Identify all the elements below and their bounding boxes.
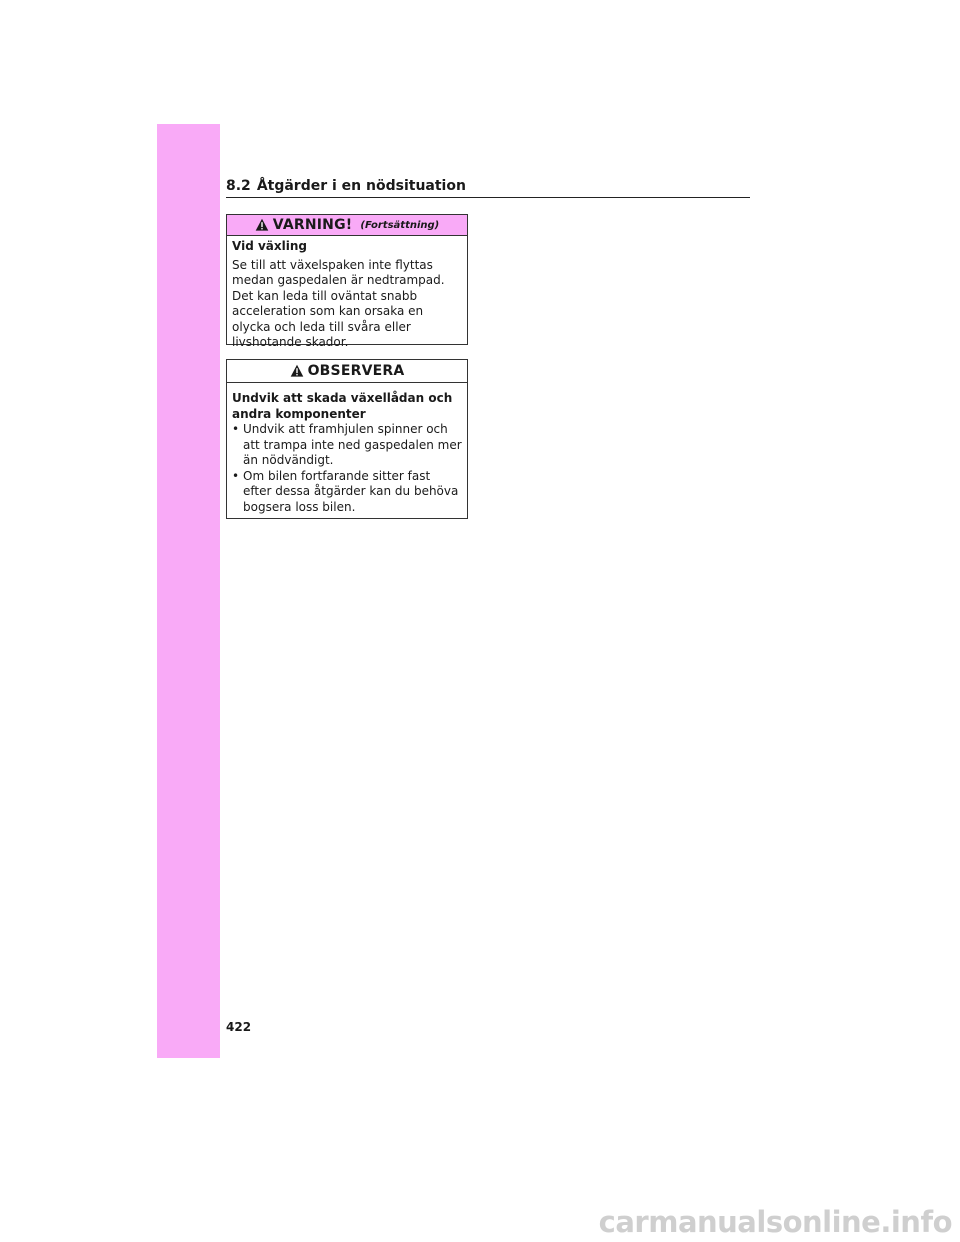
warning-text: Se till att växelspaken inte flyttas medan gaspedalen är nedtrampad. Det kan leda till oväntat snabb acceleration som kan orsaka en olycka och leda till svåra eller livshotande skador.: [232, 257, 445, 349]
notice-bullet-list: [232, 422, 462, 515]
notice-body: [227, 383, 467, 515]
warning-box-header: [227, 215, 467, 236]
warning-title: VARNING!: [272, 217, 353, 233]
notice-box: [226, 359, 468, 519]
warning-body: [227, 236, 467, 351]
watermark: carmanualsonline.info: [598, 1205, 952, 1239]
warning-triangle-icon: [290, 364, 304, 378]
notice-heading: Undvik att skada växellådan och andra komponenter: [232, 391, 453, 421]
page-number: 422: [226, 1020, 252, 1034]
section-header: [226, 178, 750, 198]
list-item: • Undvik att framhjulen spinner och att trampa inte ned gaspedalen mer än nödvändigt.: [232, 422, 462, 469]
warning-triangle-icon: [255, 218, 269, 232]
notice-title: OBSERVERA: [307, 363, 405, 379]
warning-subtitle: (Fortsättning): [360, 219, 440, 231]
section-number: 8.2: [226, 178, 251, 194]
warning-box: [226, 214, 468, 349]
warning-heading: Vid växling: [232, 239, 307, 253]
list-item: • Om bilen fortfarande sitter fast efter dessa åtgärder kan du behöva bogsera loss bilen.: [232, 469, 462, 516]
chapter-side-band: [157, 124, 220, 1058]
section-title: Åtgärder i en nödsituation: [256, 178, 466, 194]
notice-box-header: [227, 360, 467, 383]
